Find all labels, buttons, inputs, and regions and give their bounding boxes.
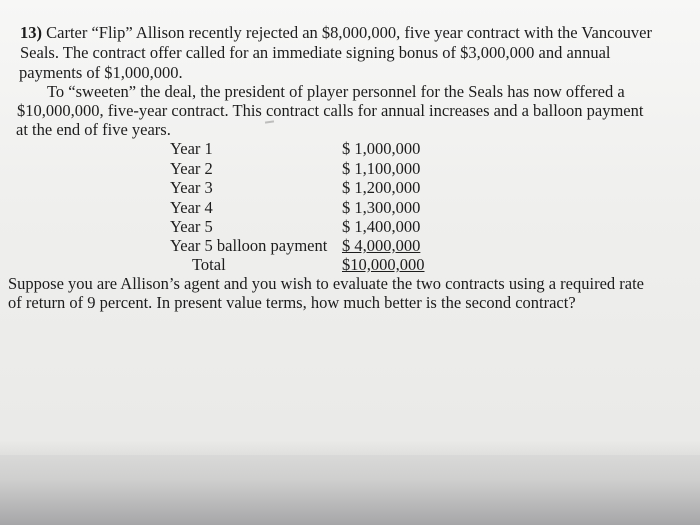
paragraph-2-line-3: at the end of five years. bbox=[16, 120, 171, 139]
schedule-year-2-value: $ 1,100,000 bbox=[342, 159, 421, 178]
schedule-balloon-label: Year 5 balloon payment bbox=[170, 236, 328, 255]
paragraph-1-text-1: Carter “Flip” Allison recently rejected an $8,000,000, five year contract with the Vancouver bbox=[46, 23, 652, 42]
schedule-total-value: $10,000,000 bbox=[342, 255, 425, 274]
schedule-year-5-value: $ 1,400,000 bbox=[342, 217, 421, 236]
question-number: 13) bbox=[20, 23, 42, 42]
paragraph-2-line-2: $10,000,000, five-year contract. This contract calls for annual increases and a balloon payment bbox=[17, 101, 644, 120]
schedule-year-1-value: $ 1,000,000 bbox=[342, 139, 421, 158]
question-line-2: of return of 9 percent. In present value terms, how much better is the second contract? bbox=[8, 293, 576, 312]
paragraph-2-line-1: To “sweeten” the deal, the president of player personnel for the Seals has now offered a bbox=[47, 82, 625, 101]
paragraph-1-line-1 bbox=[20, 23, 652, 43]
schedule-year-1-label: Year 1 bbox=[170, 139, 213, 158]
paper-bottom-edge bbox=[0, 455, 700, 525]
schedule-balloon-value: $ 4,000,000 bbox=[342, 236, 421, 255]
pen-mark bbox=[265, 120, 274, 123]
schedule-year-4-label: Year 4 bbox=[170, 198, 213, 217]
paragraph-1-line-3: payments of $1,000,000. bbox=[19, 63, 183, 82]
schedule-year-3-label: Year 3 bbox=[170, 178, 213, 197]
question-line-1: Suppose you are Allison’s agent and you wish to evaluate the two contracts using a required rate bbox=[8, 274, 645, 293]
schedule-year-3-value: $ 1,200,000 bbox=[342, 178, 421, 197]
paragraph-1-line-2: Seals. The contract offer called for an immediate signing bonus of $3,000,000 and annual bbox=[20, 43, 611, 62]
schedule-total-label: Total bbox=[192, 255, 226, 274]
schedule-year-2-label: Year 2 bbox=[170, 159, 213, 178]
schedule-year-5-label: Year 5 bbox=[170, 217, 213, 236]
schedule-year-4-value: $ 1,300,000 bbox=[342, 198, 421, 217]
